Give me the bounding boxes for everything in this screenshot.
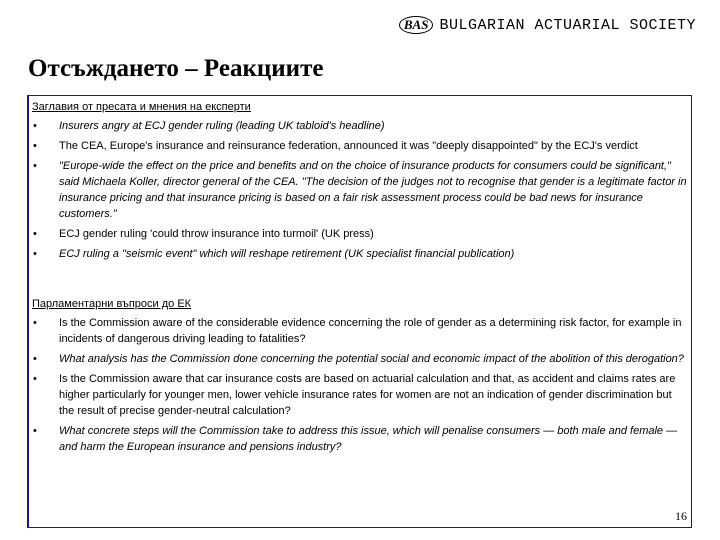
bullet: • [33, 425, 37, 437]
list-item [32, 158, 687, 222]
bullet: • [33, 228, 37, 240]
bullet: • [33, 353, 37, 365]
parliament-section [32, 296, 687, 459]
org-name: BULGARIAN ACTUARIAL SOCIETY [439, 16, 696, 34]
bullet: • [33, 160, 37, 172]
bullet: • [33, 248, 37, 260]
page-title: Отсъждането – Реакциите [28, 55, 324, 82]
page-number: 16 [675, 509, 687, 523]
list-item-text: Is the Commission aware that car insurance costs are based on actuarial calculation and that, as accident and claims rates are higher particularly for younger men, lower vehicle insurance rates for women are not an indication of gender discrimination but the result of precise gender-neutral calculation? [59, 373, 676, 417]
list-item-text: Insurers angry at ECJ gender ruling (leading UK tabloid's headline) [59, 120, 385, 132]
list-item-text: "Europe-wide the effect on the price and benefits and on the choice of insurance products for consumers could be significant," said Michaela Koller, director general of the CEA. "The decision of the judges not to recognise that gender is a legitimate factor in insurance pricing and that insurance pricing is based on a fair risk assessment process could be bad news for insurance customers." [59, 160, 687, 220]
parliament-heading: Парламентарни въпроси до ЕК [32, 298, 192, 310]
list-item [32, 226, 687, 242]
list-item-text: The CEA, Europe's insurance and reinsurance federation, announced it was "deeply disappointed" by the ECJ's verdict [59, 140, 638, 152]
list-item [32, 246, 687, 262]
bullet: • [33, 373, 37, 385]
bullet: • [33, 140, 37, 152]
list-item [32, 351, 687, 367]
parliament-list [32, 315, 687, 455]
bas-logo: BAS [399, 16, 434, 34]
press-heading: Заглавия от пресата и мнения на експерти [32, 101, 251, 113]
list-item [32, 371, 687, 419]
list-item-text: ECJ gender ruling 'could throw insurance into turmoil' (UK press) [59, 228, 374, 240]
list-item [32, 118, 687, 134]
bullet: • [33, 120, 37, 132]
list-item-text: What concrete steps will the Commission take to address this issue, which will penalise consumers — both male and female — and harm the European insurance and pensions industry? [59, 425, 678, 453]
list-item [32, 315, 687, 347]
press-list [32, 118, 687, 262]
list-item-text: ECJ ruling a "seismic event" which will reshape retirement (UK specialist financial publication) [59, 248, 515, 260]
list-item-text: What analysis has the Commission done concerning the potential social and economic impact of the abolition of this derogation? [59, 353, 684, 365]
press-section [32, 99, 687, 266]
header [399, 14, 696, 36]
list-item [32, 423, 687, 455]
list-item-text: Is the Commission aware of the considerable evidence concerning the role of gender as a determining risk factor, for example in incidents of dangerous driving leading to fatalities? [59, 317, 682, 345]
bullet: • [33, 317, 37, 329]
list-item [32, 138, 687, 154]
